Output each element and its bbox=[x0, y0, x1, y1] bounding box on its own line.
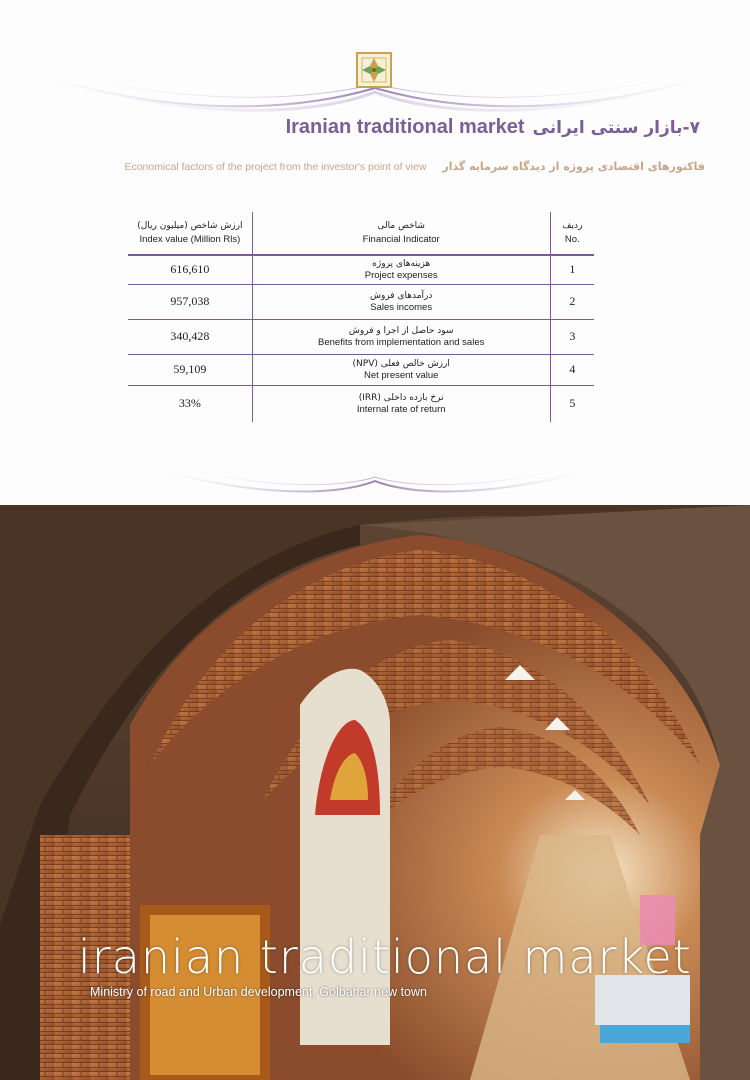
header-no-fa: ردیف bbox=[562, 221, 583, 231]
indicator-fa: درآمدهای فروش bbox=[369, 291, 433, 301]
row-indicator bbox=[252, 285, 550, 320]
row-number bbox=[550, 255, 594, 285]
row-value bbox=[128, 285, 252, 320]
header-indicator-en: Financial Indicator bbox=[362, 234, 440, 245]
photo-subtitle: Ministry of road and Urban development, Golbahar new town bbox=[90, 985, 427, 999]
table-row bbox=[128, 255, 594, 285]
row-number bbox=[550, 285, 594, 320]
header-section bbox=[0, 0, 750, 505]
row-number bbox=[550, 355, 594, 386]
flower-logo-icon bbox=[356, 52, 392, 88]
value-text: 59,109 bbox=[173, 362, 207, 376]
indicator-fa: نرخ بازده داخلی (IRR) bbox=[358, 393, 444, 403]
header-no bbox=[550, 212, 594, 255]
row-value bbox=[128, 255, 252, 285]
row-value bbox=[128, 355, 252, 386]
row-value bbox=[128, 320, 252, 355]
indicator-en: Internal rate of return bbox=[356, 404, 446, 415]
table-row bbox=[128, 386, 594, 423]
subtitle-english: Economical factors of the project from the investor's point of view bbox=[124, 161, 427, 173]
subtitle-persian: فاکتورهای اقتصادی پروژه از دیدگاه سرمایه گذار bbox=[442, 160, 705, 173]
table-row bbox=[128, 285, 594, 320]
financial-table bbox=[128, 212, 594, 422]
table-header-row bbox=[128, 212, 594, 255]
value-text: 957,038 bbox=[170, 294, 210, 308]
value-text: 616,610 bbox=[170, 262, 210, 276]
indicator-fa: سود حاصل از اجرا و فروش bbox=[348, 326, 454, 336]
decorative-swoosh-bottom bbox=[0, 455, 750, 505]
table-row bbox=[128, 320, 594, 355]
header-indicator bbox=[252, 212, 550, 255]
row-indicator bbox=[252, 355, 550, 386]
indicator-fa: ارزش خالص فعلی (NPV) bbox=[352, 359, 450, 369]
indicator-en: Sales incomes bbox=[370, 302, 433, 313]
title-persian: ۷-بازار سنتی ایرانی bbox=[532, 118, 700, 138]
header-value-fa: ارزش شاخص (میلیون ریال) bbox=[137, 221, 243, 231]
row-value bbox=[128, 386, 252, 423]
header-no-en: No. bbox=[564, 234, 580, 245]
header-indicator-fa: شاخص مالی bbox=[377, 221, 425, 231]
value-text: 33% bbox=[178, 396, 201, 410]
indicator-en: Benefits from implementation and sales bbox=[318, 337, 485, 348]
row-indicator bbox=[252, 255, 550, 285]
indicator-en: Net present value bbox=[363, 370, 439, 381]
number-text: 5 bbox=[569, 396, 576, 410]
table-row bbox=[128, 355, 594, 386]
header-value bbox=[128, 212, 252, 255]
value-text: 340,428 bbox=[170, 329, 210, 343]
page-subtitle bbox=[124, 160, 705, 184]
row-number bbox=[550, 386, 594, 423]
indicator-en: Project expenses bbox=[364, 270, 438, 281]
number-text: 3 bbox=[569, 329, 576, 343]
row-number bbox=[550, 320, 594, 355]
page-title bbox=[286, 116, 700, 146]
title-english: Iranian traditional market bbox=[285, 116, 525, 138]
indicator-fa: هزینه‌های پروژه bbox=[372, 259, 431, 269]
number-text: 2 bbox=[569, 294, 576, 308]
row-indicator bbox=[252, 386, 550, 423]
header-value-en: Index value (Million Rls) bbox=[139, 234, 241, 245]
number-text: 4 bbox=[569, 362, 576, 376]
row-indicator bbox=[252, 320, 550, 355]
number-text: 1 bbox=[569, 262, 576, 276]
photo-title: iranian traditional market bbox=[78, 930, 692, 984]
